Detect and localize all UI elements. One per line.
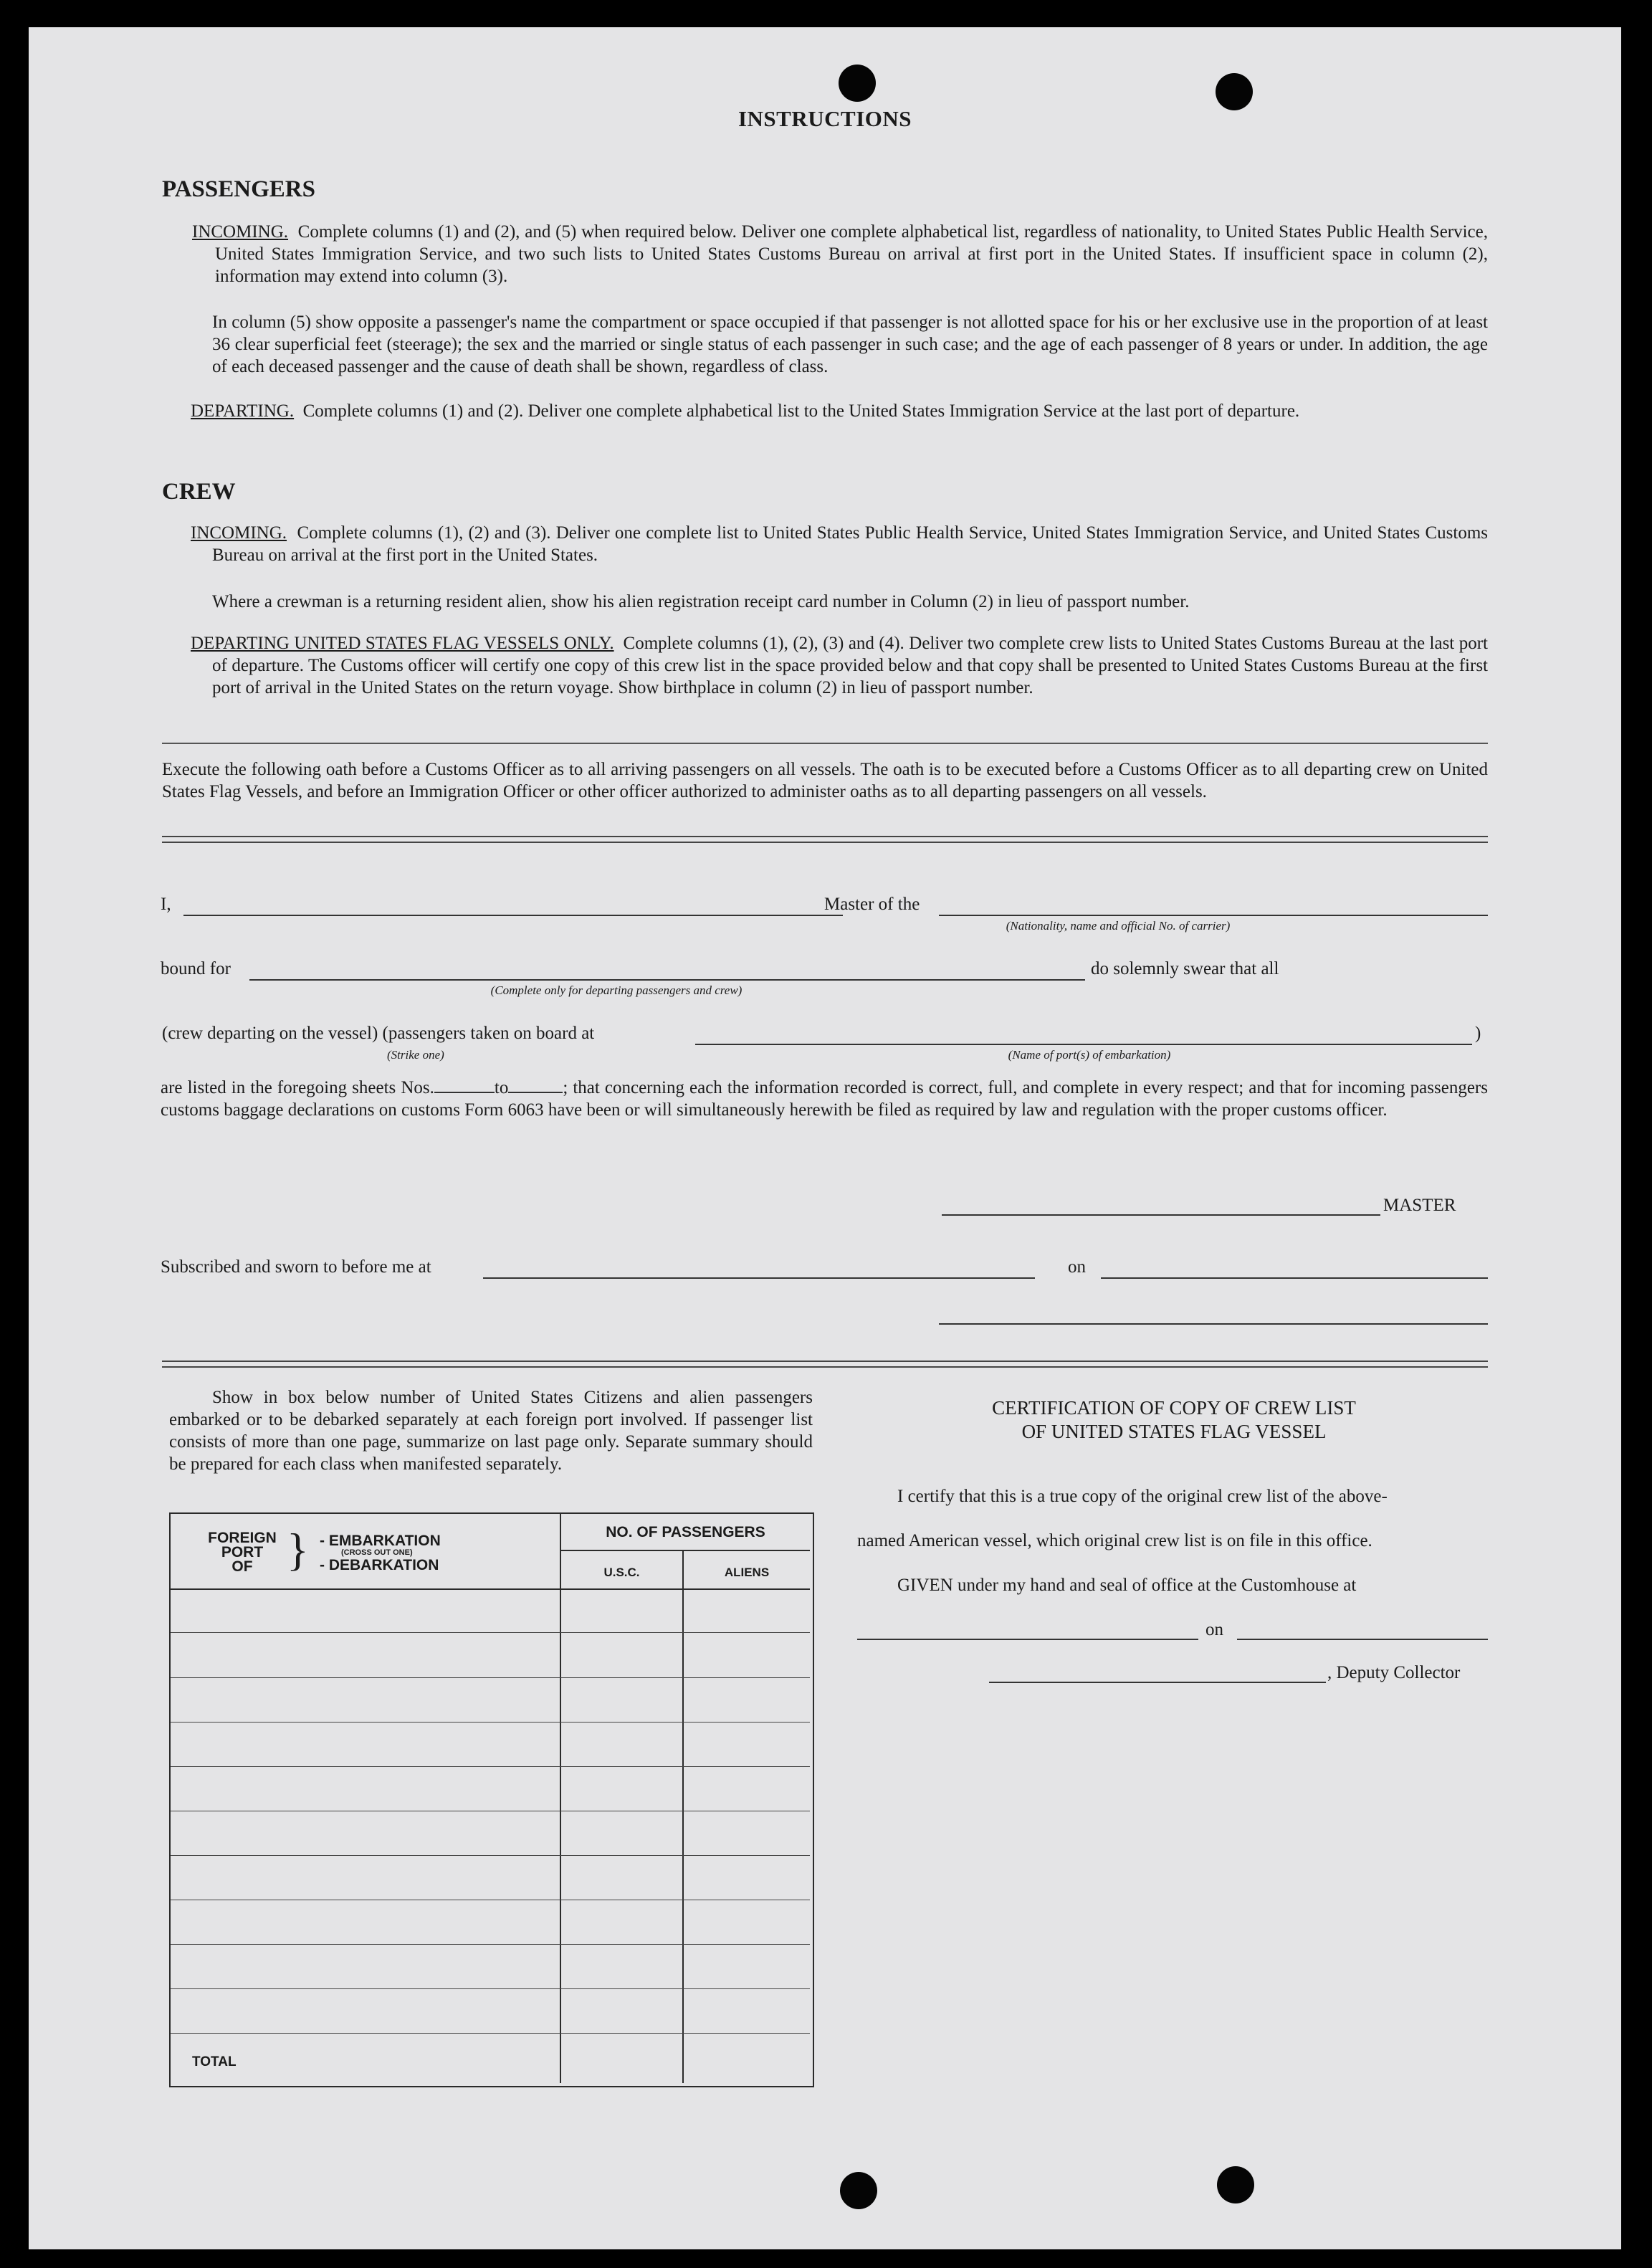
table-row xyxy=(171,1855,810,1856)
sheet-from-field[interactable] xyxy=(434,1079,495,1093)
certify-line1: I certify that this is a true copy of the original crew list of the above- xyxy=(897,1487,1388,1506)
punch-hole xyxy=(840,2172,877,2209)
double-rule xyxy=(162,1361,1488,1368)
do-swear-label: do solemnly swear that all xyxy=(1091,959,1279,978)
oath-listed-paragraph xyxy=(161,1077,1488,1121)
table-row xyxy=(171,1677,810,1678)
crew-incoming-text: Complete columns (1), (2) and (3). Deliver one complete list to United States Public Health Service, United States Immigration Service, and United States Customs Bureau on arrival at the first port in the United States. xyxy=(212,523,1488,565)
table-row xyxy=(171,1722,810,1723)
table-row xyxy=(171,1988,810,1989)
table-row xyxy=(171,1944,810,1945)
listed-prefix: are listed in the foregoing sheets Nos. xyxy=(161,1078,434,1097)
punch-hole xyxy=(1216,73,1253,110)
debarkation-label: - DEBARKATION xyxy=(320,1557,439,1573)
crew-departing-label: DEPARTING UNITED STATES FLAG VESSELS ONLY. xyxy=(191,634,614,653)
certify-line2: named American vessel, which original crew list is on file in this office. xyxy=(857,1531,1372,1550)
port-caption: (Name of port(s) of embarkation) xyxy=(1008,1048,1171,1062)
master-label: MASTER xyxy=(1383,1196,1456,1215)
form-page xyxy=(29,27,1621,2249)
cross-out-one-label: (CROSS OUT ONE) xyxy=(341,1548,413,1557)
oath-master-of-label: Master of the xyxy=(824,895,920,914)
passenger-summary-table xyxy=(169,1512,814,2087)
col-port-header xyxy=(199,1531,285,1574)
passengers-heading: PASSENGERS xyxy=(162,176,315,202)
crew-incoming-label: INCOMING. xyxy=(191,523,287,543)
passengers-incoming-label: INCOMING. xyxy=(192,222,289,242)
listed-to: to xyxy=(494,1078,509,1097)
oath-i-label: I, xyxy=(161,895,171,914)
passengers-column5-paragraph: In column (5) show opposite a passenger's name the compartment or space occupied if that passenger is not allotted space for his or her exclusive use in the proportion of at least 36 clear superficial feet (steerage); the sex and the married or single status of each passenger in such case; and the age of each passenger of 8 years or under. In addition, the age of each deceased passenger and the cause of death shall be shown, regardless of class. xyxy=(212,313,1488,376)
col-port-line2: PORT xyxy=(221,1544,264,1561)
departing-caption: (Complete only for departing passengers and crew) xyxy=(490,983,743,997)
certification-on-label: on xyxy=(1205,1620,1223,1639)
usc-header: U.S.C. xyxy=(603,1566,640,1579)
aliens-header: ALIENS xyxy=(724,1566,770,1579)
passengers-departing-label: DEPARTING. xyxy=(191,401,295,421)
bound-for-label: bound for xyxy=(161,959,231,978)
nationality-caption: (Nationality, name and official No. of carrier) xyxy=(1006,919,1231,933)
bound-for-field[interactable] xyxy=(249,979,1085,981)
certification-title-line1: CERTIFICATION OF COPY OF CREW LIST xyxy=(992,1397,1356,1419)
sworn-place-field[interactable] xyxy=(483,1277,1035,1279)
deputy-signature-field[interactable] xyxy=(989,1682,1326,1683)
customhouse-field[interactable] xyxy=(857,1639,1198,1640)
crew-incoming-paragraph xyxy=(191,522,1488,566)
col-port-line3: OF xyxy=(231,1558,253,1575)
passengers-incoming-paragraph xyxy=(192,221,1488,287)
master-name-field[interactable] xyxy=(183,915,843,916)
punch-hole xyxy=(839,65,876,102)
embarkation-port-field[interactable] xyxy=(695,1044,1472,1045)
passengers-incoming-text: Complete columns (1) and (2), and (5) when required below. Deliver one complete alphabetical list, regardless of nationality, to United States Public Health Service, United States Immigration Service, and two such lists to United States Customs Bureau on arrival at first port in the United States. If insufficient space in column (2), information may extend into column (3). xyxy=(215,222,1489,286)
sworn-date-field[interactable] xyxy=(1101,1277,1488,1279)
strike-one-caption: (Strike one) xyxy=(387,1048,444,1062)
listed-rest: ; that concerning each the information recorded is correct, full, and complete in every respect; and that for incoming passengers customs baggage declarations on customs Form 6063 have been or will simultaneously herewith be filed as required by law and regulation with the proper customs officer. xyxy=(161,1078,1488,1120)
subscribed-label: Subscribed and sworn to before me at xyxy=(161,1257,431,1277)
brace-icon: } xyxy=(287,1524,309,1575)
table-row xyxy=(171,2033,810,2034)
oath-instruction: Execute the following oath before a Customs Officer as to all arriving passengers on all vessels. The oath is to be executed before a Customs Officer as to all departing crew on United States Flag Vessels, and before an Immigration Officer or other officer authorized to administer oaths as to all departing passengers on all vessels. xyxy=(162,760,1488,801)
crew-departing-text: Complete columns (1), (2), (3) and (4). Deliver two complete crew lists to United States Customs Bureau at the last port of departure. The Customs officer will certify one copy of this crew list in the space provided below and that copy shall be presented to United States Customs Bureau at the first port of arrival in the United States on the return voyage. Show birthplace in column (2) in lieu of passport number. xyxy=(212,634,1488,697)
embarkation-label: - EMBARKATION xyxy=(320,1533,441,1549)
punch-hole xyxy=(1217,2166,1254,2203)
sworn-on-label: on xyxy=(1068,1257,1086,1277)
total-label: TOTAL xyxy=(192,2054,237,2069)
table-row xyxy=(171,1766,810,1767)
table-row xyxy=(171,1632,810,1633)
certification-title xyxy=(860,1396,1488,1444)
table-header-rule xyxy=(171,1588,810,1590)
certification-title-line2: OF UNITED STATES FLAG VESSEL xyxy=(1021,1421,1327,1442)
certification-date-field[interactable] xyxy=(1237,1639,1488,1640)
close-paren: ) xyxy=(1475,1024,1481,1043)
crew-heading: CREW xyxy=(162,479,236,505)
table-subheader-rule xyxy=(560,1550,810,1551)
page-title: INSTRUCTIONS xyxy=(737,106,912,131)
passengers-departing-paragraph xyxy=(191,400,1488,422)
crew-departing-paragraph xyxy=(191,632,1488,699)
sheet-to-field[interactable] xyxy=(508,1079,563,1093)
deputy-collector-label: , Deputy Collector xyxy=(1327,1663,1461,1682)
table-column-divider xyxy=(682,1550,684,2083)
summary-instruction: Show in box below number of United States Citizens and alien passengers embarked or to be debarked separately at each foreign port involved. If passenger list consists of more than one page, summarize on last page only. Separate summary should be prepared for each class when manifested separately. xyxy=(169,1388,813,1474)
given-line: GIVEN under my hand and seal of office at the Customhouse at xyxy=(897,1576,1357,1595)
col-port-line1: FOREIGN xyxy=(208,1530,277,1546)
no-of-passengers-header: NO. OF PASSENGERS xyxy=(606,1524,765,1540)
officer-signature-field[interactable] xyxy=(939,1323,1488,1325)
divider xyxy=(162,743,1488,744)
master-signature-field[interactable] xyxy=(942,1214,1380,1216)
passengers-departing-text: Complete columns (1) and (2). Deliver one complete alphabetical list to the United States Immigration Service at the last port of departure. xyxy=(302,401,1300,421)
double-rule xyxy=(162,836,1488,843)
table-column-divider xyxy=(560,1514,561,2083)
crew-resident-paragraph: Where a crewman is a returning resident alien, show his alien registration receipt card number in Column (2) in lieu of passport number. xyxy=(212,592,1190,611)
crew-passengers-label: (crew departing on the vessel) (passengers taken on board at xyxy=(162,1024,595,1043)
carrier-field[interactable] xyxy=(939,915,1488,916)
